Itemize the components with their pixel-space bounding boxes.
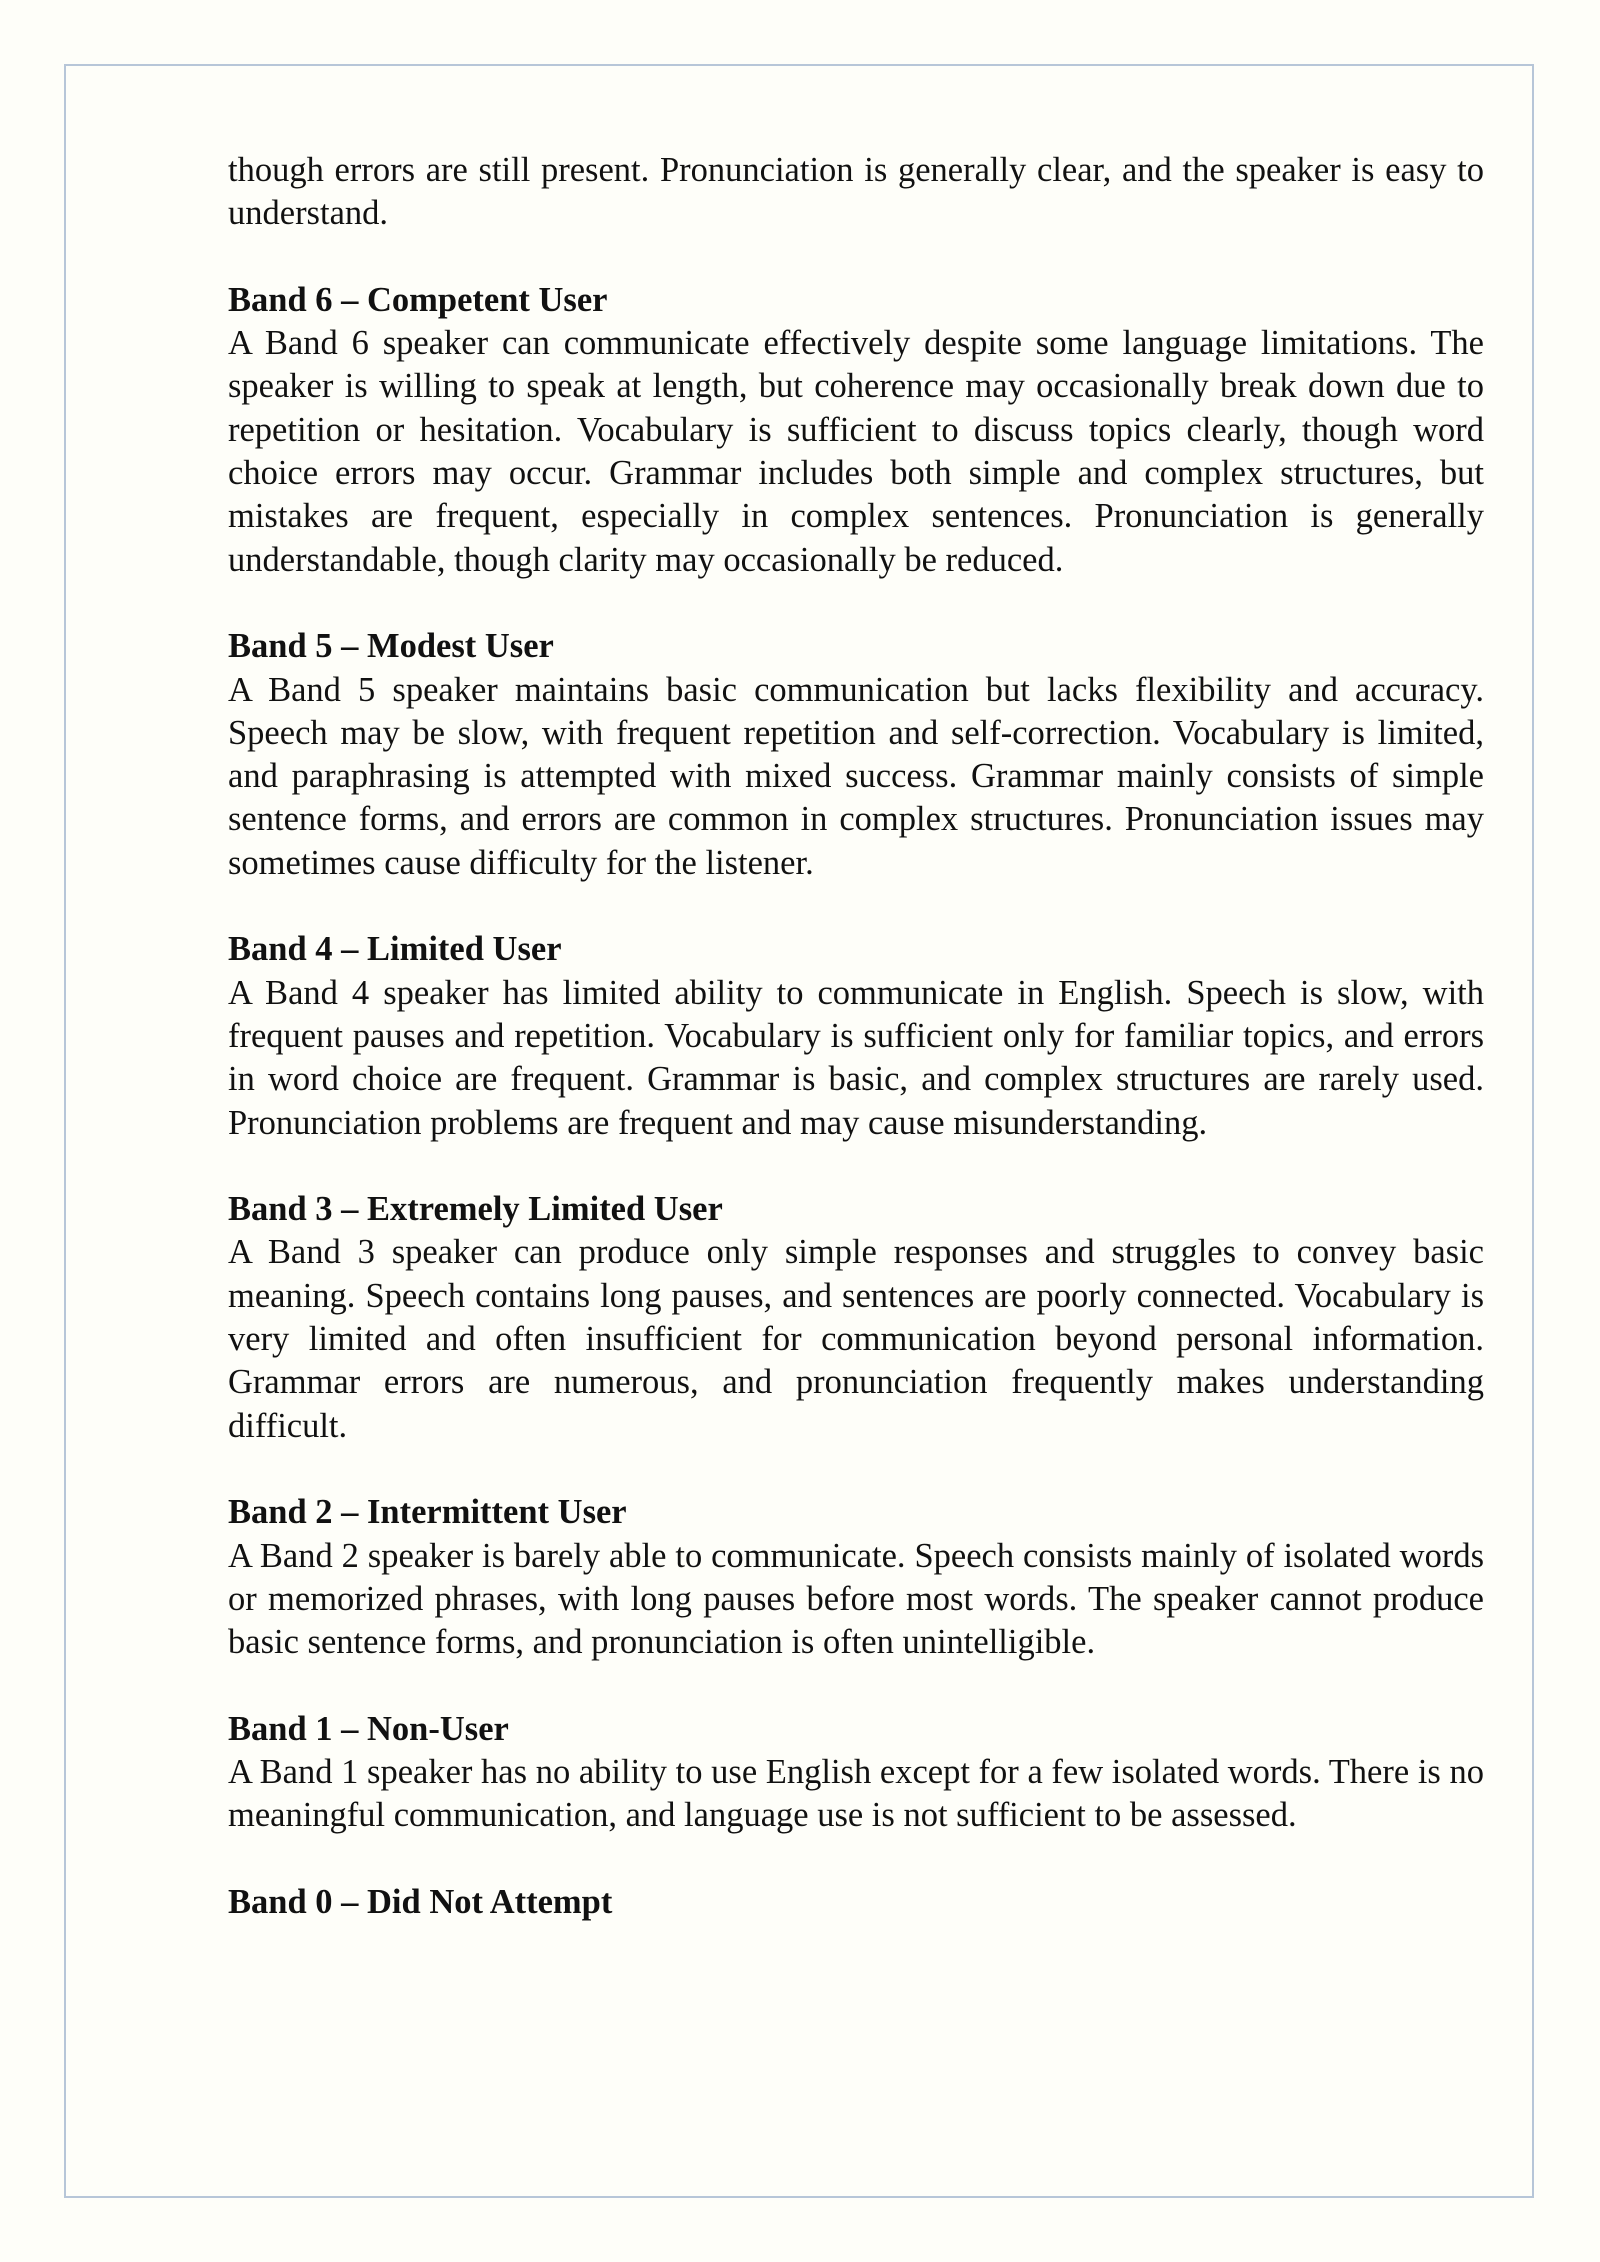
band-4-heading: Band 4 – Limited User: [228, 930, 562, 969]
band-2-section: [228, 1491, 1484, 1664]
band-6-section: [228, 279, 1484, 582]
band-3-section: [228, 1188, 1484, 1448]
band-4-section: [228, 928, 1484, 1144]
band-5-description: A Band 5 speaker maintains basic communication but lacks flexibility and accuracy. Speech may be slow, with frequent repetition and self-correction. Vocabulary is limited, and paraphrasing is attempted with mixed success. Grammar mainly consists of simple sentence forms, and errors are common in complex structures. Pronunciation issues may sometimes cause difficulty for the listener.: [228, 670, 1484, 882]
band-6-heading: Band 6 – Competent User: [228, 280, 608, 319]
band-1-description: A Band 1 speaker has no ability to use English except for a few isolated words. There is no meaningful communication, and language use is not sufficient to be assessed.: [228, 1752, 1484, 1835]
band-2-heading: Band 2 – Intermittent User: [228, 1493, 627, 1532]
document-body: [228, 149, 1484, 1924]
band-1-heading: Band 1 – Non-User: [228, 1709, 509, 1748]
band-4-description: A Band 4 speaker has limited ability to communicate in English. Speech is slow, with frequent pauses and repetition. Vocabulary is sufficient only for familiar topics, and errors in word choice are frequent. Grammar is basic, and complex structures are rarely used. Pronunciation problems are frequent and may cause misunderstanding.: [228, 973, 1484, 1142]
band-3-description: A Band 3 speaker can produce only simple responses and struggles to convey basic meaning. Speech contains long pauses, and sentences are poorly connected. Vocabulary is very limited and often insufficient for communication beyond personal information. Grammar errors are numerous, and pronunciation frequently makes understanding difficult.: [228, 1233, 1484, 1445]
band-1-section: [228, 1708, 1484, 1838]
band-0-section: [228, 1881, 1484, 1924]
band-3-heading: Band 3 – Extremely Limited User: [228, 1190, 723, 1229]
band-0-heading: Band 0 – Did Not Attempt: [228, 1882, 613, 1921]
band-5-heading: Band 5 – Modest User: [228, 627, 554, 666]
band-2-description: A Band 2 speaker is barely able to communicate. Speech consists mainly of isolated words or memorized phrases, with long pauses before most words. The speaker cannot produce basic sentence forms, and pronunciation is often unintelligible.: [228, 1536, 1484, 1662]
intro-paragraph: though errors are still present. Pronunciation is generally clear, and the speaker is easy to understand.: [228, 151, 1484, 233]
band-5-section: [228, 625, 1484, 885]
band-6-description: A Band 6 speaker can communicate effectively despite some language limitations. The speaker is willing to speak at length, but coherence may occasionally break down due to repetition or hesitation. Vocabulary is sufficient to discuss topics clearly, though word choice errors may occur. Grammar includes both simple and complex structures, but mistakes are frequent, especially in complex sentences. Pronunciation is generally understandable, though clarity may occasionally be reduced.: [228, 324, 1484, 579]
